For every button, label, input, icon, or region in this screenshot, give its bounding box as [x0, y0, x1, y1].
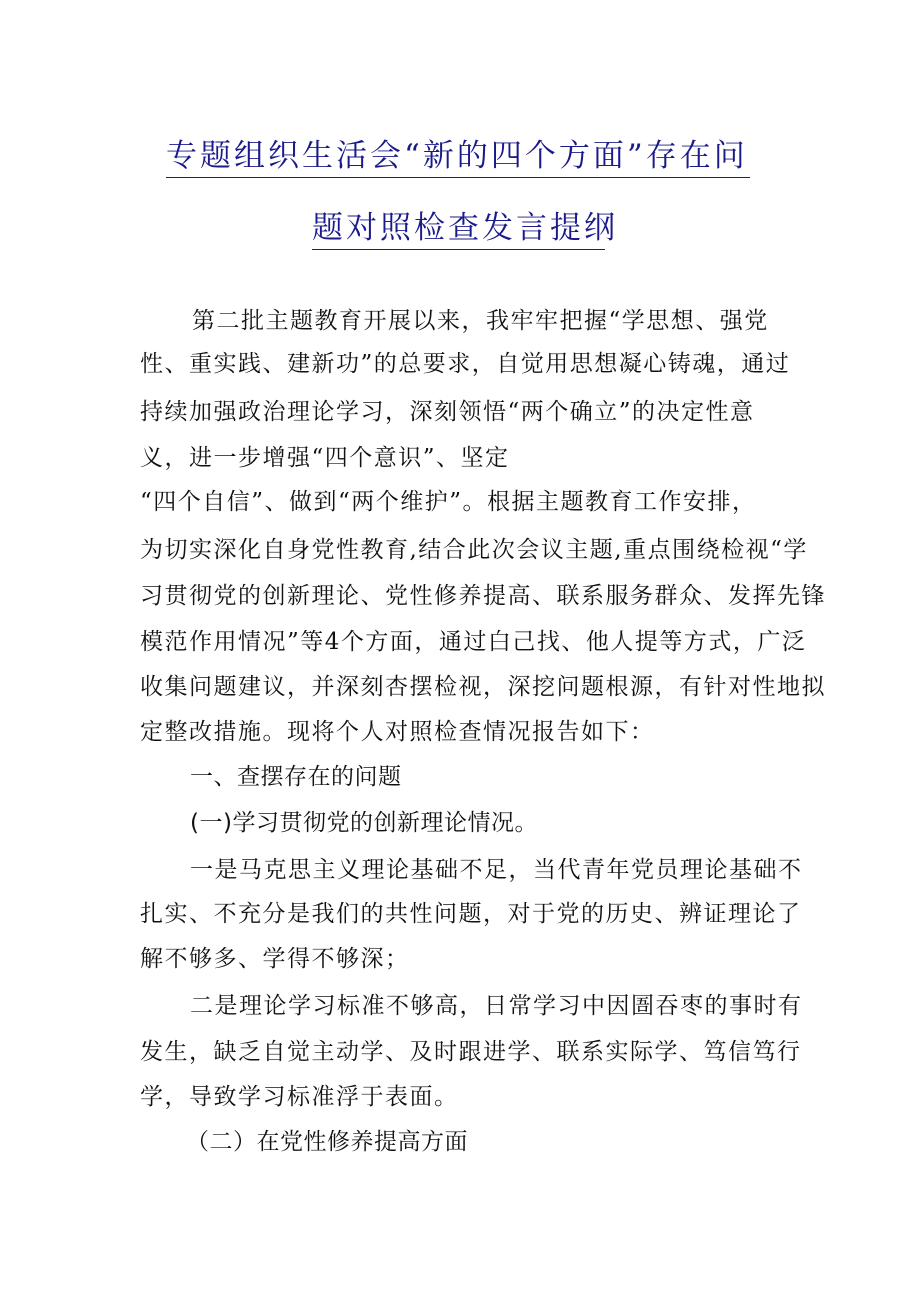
paragraph-line: 发生，缺乏自觉主动学、及时跟进学、联系实际学、笃信笃行	[140, 1039, 802, 1065]
paragraph-line: 二是理论学习标准不够高，日常学习中因圄吞枣的事时有	[190, 993, 803, 1019]
intro-line: 习贯彻党的创新理论、党性修养提高、联系服务群众、发挥先锋	[140, 583, 826, 609]
paragraph-line: 一是马克思主义理论基础不足，当代青年党员理论基础不	[190, 857, 803, 883]
document-title-line-2: 题对照检查发言提纲	[312, 210, 618, 246]
intro-line: 持续加强政治理论学习，深刻领悟“两个确立”的决定性意	[140, 399, 755, 425]
paragraph-line: 解不够多、学得不够深；	[140, 946, 410, 972]
title-underline-2	[312, 249, 605, 250]
paragraph-line: 学，导致学习标准浮于表面。	[140, 1084, 459, 1110]
intro-line: 性、重实践、建新功”的总要求，自觉用思想凝心铸魂，通过	[140, 351, 791, 377]
paragraph-line: 扎实、不充分是我们的共性问题，对于党的历史、辨证理论了	[140, 901, 802, 927]
document-title-line-1: 专题组织生活会“新的四个方面”存在问	[166, 138, 748, 174]
intro-line: 为切实深化自身党性教育,结合此次会议主题,重点围绕检视“学	[140, 537, 808, 563]
intro-line: 义，进一步增强“四个意识”、坚定	[140, 445, 510, 471]
intro-line: 第二批主题教育开展以来，我牢牢把握“学思想、强党	[192, 308, 769, 334]
title-underline-1	[166, 177, 750, 178]
subsection-heading: (一)学习贯彻党的创新理论情况。	[190, 810, 538, 836]
section-heading: 一、查摆存在的问题	[190, 764, 402, 790]
intro-line: 模范作用情况”等4个方面，通过白己找、他人提等方式，广泛	[140, 629, 807, 655]
intro-line: “四个自信”、做到“两个维护”。根据主题教育工作安排，	[140, 489, 757, 515]
intro-line: 收集问题建议，并深刻杏摆检视，深挖问题根源，有针对性地拟	[140, 674, 826, 700]
intro-line: 定整改措施。现将个人对照检查情况报告如下：	[140, 719, 655, 745]
subsection-heading: （二）在党性修养提高方面	[186, 1129, 468, 1155]
